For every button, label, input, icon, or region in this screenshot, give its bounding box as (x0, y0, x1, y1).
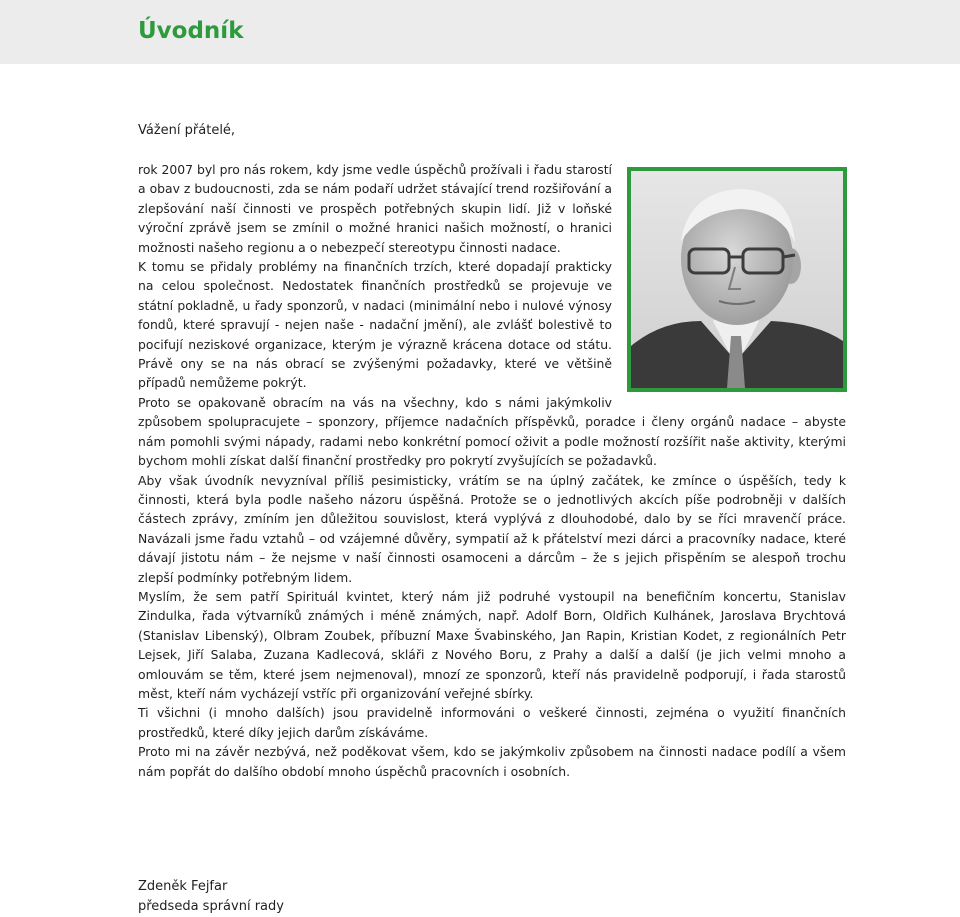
paragraph: Proto se opakovaně obracím na vás na všechny, kdo s námi jakýmkoliv způsobem spolupracujete – sponzory, příjemce nadačních příspěvků, poradce i členy orgánů nadace – abyste nám pomohli svými nápady, radami nebo konkrétní pomocí oživit a podle možností rozšířit naše aktivity, kterými bychom mohli získat další finanční prostředky pro pokrytí zvyšujících se požadavků. (138, 394, 846, 469)
paragraph: K tomu se přidaly problémy na finančních trzích, které dopadají prakticky na celou společnost. Nedostatek finančních prostředků se projevuje ve státní pokladně, u řady sponzorů, v nadaci (minimální nebo i nulové výnosy fondů, které spravují - nejen naše - nadační jmění), ale zvlášť bolestivě to pocifují neziskové organizace, kterým je výrazně krácena dotace od státu. Právě ony se na nás obrací se zvýšenými požadavky, které ve většině případů nemůžeme pokrýt. (138, 259, 612, 391)
signature-name: Zdeněk Fejfar (138, 879, 228, 894)
paragraph: Myslím, že sem patří Spirituál kvintet, který nám již podruhé vystoupil na benefičním koncertu, Stanislav Zindulka, řada výtvarníků známých i méně známých, např. Adolf Born, Oldřich Kulhánek, Jaroslava Brychtová (Stanislav Libenský), Olbram Zoubek, příbuzní Maxe Švabinského, Jan Rapin, Kristian Kodet, z regionálních Petr Lejsek, Jiří Salaba, Zuzana Kadlecová, skláři z Nového Boru, z Prahy a další a další (je jich velmi mnoho a omlouvám se těm, které jsem nejmenoval), mnozí ze sponzorů, kteří nás pravidelně podporují, i řada starostů měst, kteří nám vycházejí vstříc při organizování veřejné sbírky. (138, 588, 846, 701)
signature (138, 877, 284, 917)
paragraph: Aby však úvodník nevyzníval příliš pesimisticky, vrátím se na úplný začátek, ke zmínce o úspěších, tedy k činnosti, která byla podle našeho názoru úspěšná. Protože se o jednotlivých akcích píše podrobněji v dalších částech zprávy, zmíním jen důležitou souvislost, která vyplývá z dlouhodobé, dalo by se říci mravenčí práce. Navázali jsme řadu vztahů – od vzájemné důvěry, sympatií až k přátelství mezi dárci a pracovníky nadace, které dávají jistotu nám – že nejsme v naší činnosti osamoceni a dárcům – že s jejich přispěním se alespoň trochu zlepší podmínky potřebným lidem. (138, 472, 846, 585)
paragraph: Ti všichni (i mnoho dalších) jsou pravidelně informováni o veškeré činnosti, zejména o využití finančních prostředků, které díky jejich darům získáváme. (138, 705, 846, 740)
page-title: Úvodník (138, 18, 244, 44)
signature-role: předseda správní rady (138, 899, 284, 914)
letter-body (138, 160, 846, 781)
photo-spacer (622, 160, 846, 394)
salutation: Vážení přátelé, (138, 123, 236, 138)
paragraph: Proto mi na závěr nezbývá, než poděkovat všem, kdo se jakýmkoliv způsobem na činnosti nadace podílí a všem nám popřát do dalšího období mnoho úspěchů pracovních i osobních. (138, 744, 846, 779)
header-bar (0, 0, 960, 64)
paragraph: rok 2007 byl pro nás rokem, kdy jsme vedle úspěchů prožívali i řadu starostí a obav z budoucnosti, zda se nám podaří udržet stávající trend rozšiřování a zlepšování naší činnosti ve prospěch potřebných skupin lidí. Již v loňské výroční zprávě jsem se zmínil o možné hranici našich možností, o hranici možnosti našeho regionu a o nebezpečí stereotypu činnosti nadace. (138, 162, 612, 255)
